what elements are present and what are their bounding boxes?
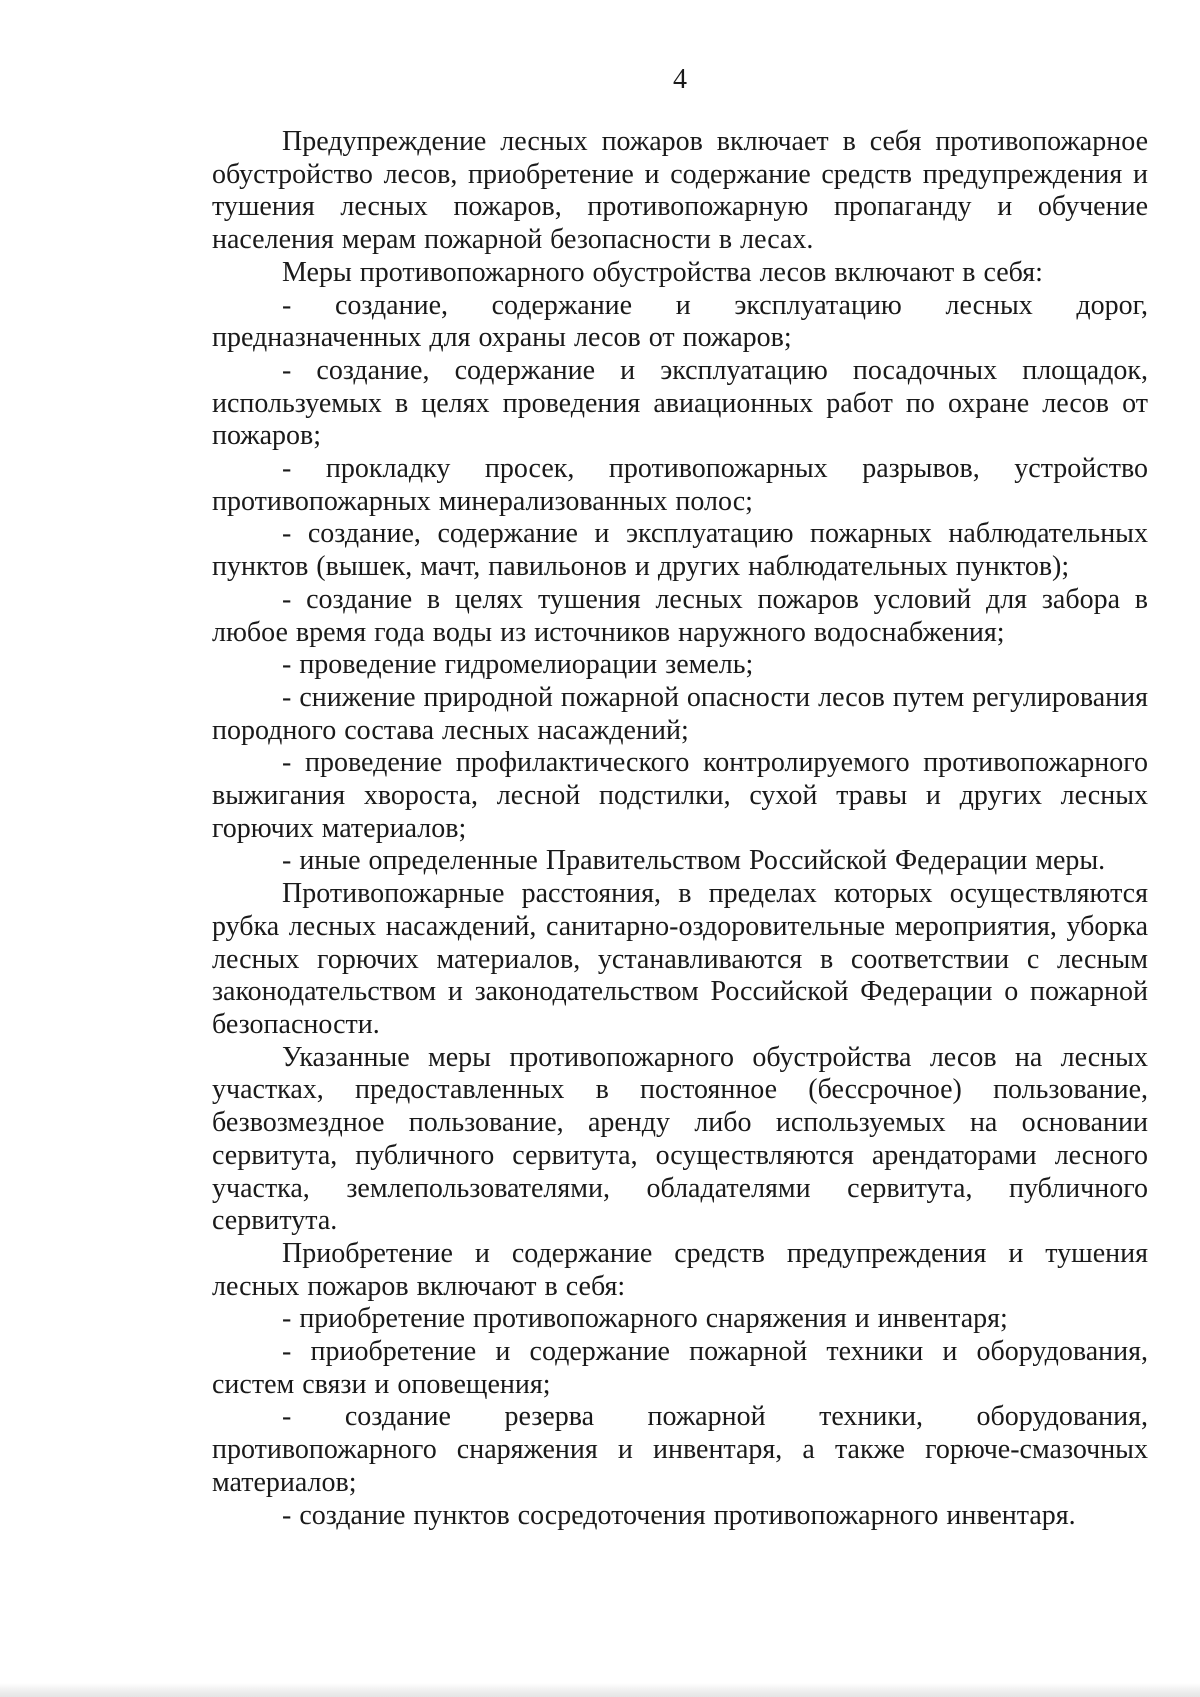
paragraph-equipment-acquisition: Приобретение и содержание средств предупреждения и тушения лесных пожаров включают в себя: xyxy=(212,1237,1148,1302)
list-item-clearings-firebreaks: - прокладку просек, противопожарных разрывов, устройство противопожарных минерализованных полос; xyxy=(212,453,1148,517)
list-item-equipment-inventory: - приобретение противопожарного снаряжения и инвентаря; xyxy=(282,1303,1008,1335)
list-item-forest-roads: - создание, содержание и эксплуатацию лесных дорог, предназначенных для охраны лесов от пожаров; xyxy=(212,289,1148,354)
paragraph-responsible-parties: Указанные меры противопожарного обустройства лесов на лесных участках, предоставленных в постоянное (бессрочное) пользование, безвозмездное пользование, аренду либо используемых на основании сервитута, публичного сервитута, осуществляются арендаторами лесного участка, землепользователями, обладателями сервитута, публичного сервитута. xyxy=(212,1041,1148,1237)
list-item-controlled-burning: - проведение профилактического контролируемого противопожарного выжигания хвороста, лесной подстилки, сухой травы и других лесных горючих материалов; xyxy=(212,747,1148,844)
list-item-concentration-points: - создание пунктов сосредоточения противопожарного инвентаря. xyxy=(282,1499,1076,1531)
list-item-other-measures: - иные определенные Правительством Российской Федерации меры. xyxy=(282,845,1106,877)
list-item-hydromelioration: - проведение гидромелиорации земель; xyxy=(282,649,754,681)
list-item-water-supply: - создание в целях тушения лесных пожаров условий для забора в любое время года воды из источников наружного водоснабжения; xyxy=(212,583,1148,648)
list-item-landing-sites: - создание, содержание и эксплуатацию посадочных площадок, используемых в целях проведения авиационных работ по охране лесов от пожаров; xyxy=(212,354,1148,452)
list-item-observation-points: - создание, содержание и эксплуатацию пожарных наблюдательных пунктов (вышек, мачт, павильонов и других наблюдательных пунктов); xyxy=(212,518,1148,583)
paragraph-fire-arrangement-measures: Меры противопожарного обустройства лесов включают в себя: xyxy=(282,256,1043,288)
list-item-fire-machinery: - приобретение и содержание пожарной техники и оборудования, систем связи и оповещения; xyxy=(212,1336,1148,1400)
paragraph-fire-prevention-intro: Предупреждение лесных пожаров включает в себя противопожарное обустройство лесов, приобретение и содержание средств предупреждения и тушения лесных пожаров, противопожарную пропаганду и обучение населения мерам пожарной безопасности в лесах. xyxy=(212,126,1148,256)
list-item-fire-hazard-reduction: - снижение природной пожарной опасности лесов путем регулирования породного состава лесных насаждений; xyxy=(212,681,1148,746)
list-item-reserve: - создание резерва пожарной техники, оборудования, противопожарного снаряжения и инвентаря, а также горюче-смазочных материалов; xyxy=(212,1401,1148,1498)
page-number: 4 xyxy=(673,64,687,95)
document-body xyxy=(212,126,1148,1532)
paragraph-fire-distances: Противопожарные расстояния, в пределах которых осуществляются рубка лесных насаждений, санитарно-оздоровительные мероприятия, уборка лесных горючих материалов, устанавливаются в соответствии с лесным законодательством и законодательством Российской Федерации о пожарной безопасности. xyxy=(212,878,1148,1040)
scan-bottom-edge xyxy=(0,1683,1200,1697)
